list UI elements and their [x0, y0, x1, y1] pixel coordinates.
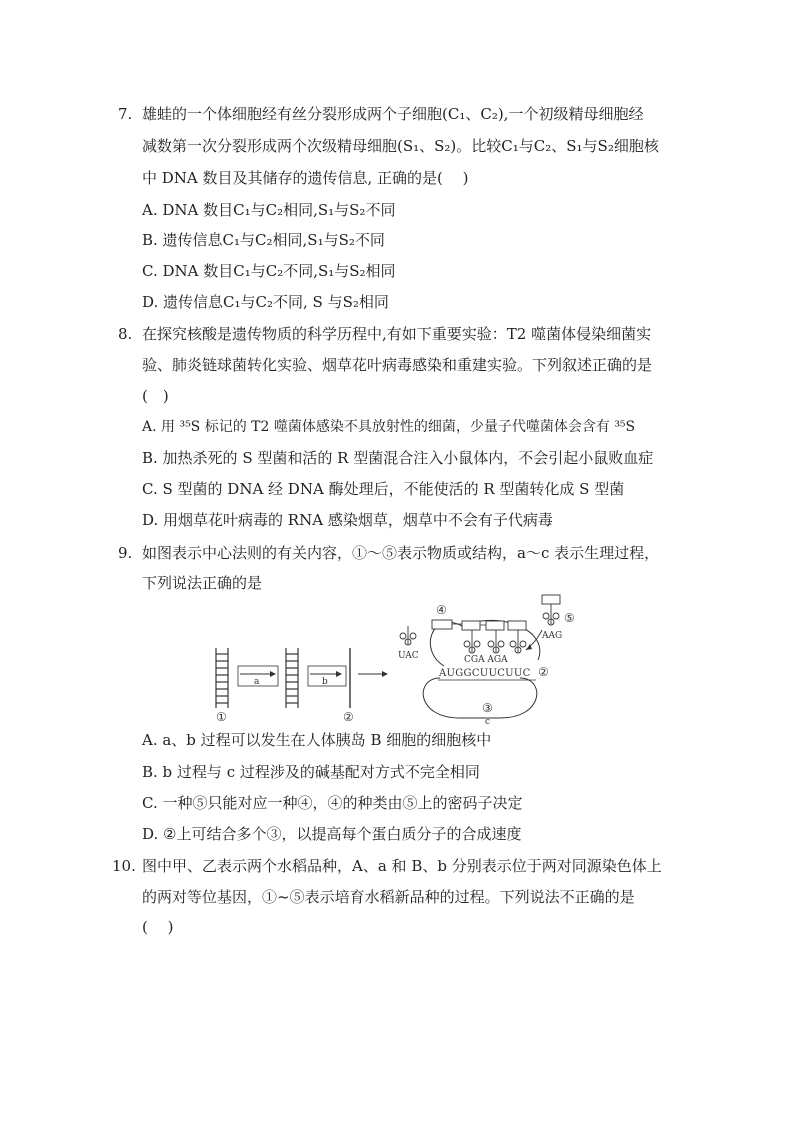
question-number: 8. — [118, 325, 133, 343]
option-b: B. 加热杀死的 S 型菌和活的 R 型菌混合注入小鼠体内，不会引起小鼠败血症 — [142, 449, 654, 467]
question-stem-line: 如图表示中心法则的有关内容，①～⑤表示物质或结构，a～c 表示生理过程， — [142, 544, 660, 562]
ribosome-small-subunit — [423, 678, 537, 718]
question-stem-line: 在探究核酸是遗传物质的科学历程中,有如下重要实验：T2 噬菌体侵染细菌实 — [142, 325, 652, 343]
option-a: A. a、b 过程可以发生在人体胰岛 B 细胞的细胞核中 — [142, 731, 492, 749]
question-number: 10. — [112, 857, 136, 875]
amino-acid-chain — [432, 620, 526, 630]
option-c: C. S 型菌的 DNA 经 DNA 酶处理后，不能使活的 R 型菌转化成 S 型菌 — [142, 480, 625, 498]
label-3: ③ — [482, 701, 493, 715]
question-stem-line: 图中甲、乙表示两个水稻品种，A、a 和 B、b 分别表示位于两对同源染色体上 — [142, 857, 662, 875]
option-d: D. ②上可结合多个③，以提高每个蛋白质分子的合成速度 — [142, 825, 522, 843]
dna-ladder-1 — [216, 648, 228, 708]
anticodons: CGA AGA — [464, 655, 508, 665]
question-stem-line: ( ) — [142, 387, 169, 405]
label-2-strand: ② — [343, 710, 354, 724]
label-1: ① — [216, 710, 227, 724]
question-stem-line: 的两对等位基因，①~⑤表示培育水稻新品种的过程。下列说法不正确的是 — [142, 888, 635, 906]
option-b: B. 遗传信息C₁与C₂相同,S₁与S₂不同 — [142, 231, 385, 249]
label-4: ④ — [436, 603, 447, 617]
option-c: C. DNA 数目C₁与C₂不同,S₁与S₂相同 — [142, 262, 396, 280]
question-stem-line: 减数第一次分裂形成两个次级精母细胞(S₁、S₂)。比较C₁与C₂、S₁与S₂细胞核 — [142, 137, 659, 155]
arrow-translation — [358, 671, 388, 677]
question-stem-line: 下列说法正确的是 — [142, 574, 263, 592]
trna-left — [400, 626, 416, 645]
question-stem-line: 验、肺炎链球菌转化实验、烟草花叶病毒感染和重建实验。下列叙述正确的是 — [142, 356, 653, 374]
mrna-sequence: AUGGCUUCUUC — [439, 668, 531, 679]
option-a: A. DNA 数目C₁与C₂相同,S₁与S₂不同 — [142, 201, 396, 219]
trna-right — [543, 604, 559, 625]
arrow-a-label: a — [254, 677, 260, 687]
trna-group — [464, 630, 526, 653]
trna-right-anticodon: AAG — [542, 631, 563, 641]
option-d: D. 用烟草花叶病毒的 RNA 感染烟草，烟草中不会有子代病毒 — [142, 511, 553, 529]
question-stem-line: ( ) — [142, 918, 174, 936]
option-d: D. 遗传信息C₁与C₂不同, S 与S₂相同 — [142, 293, 389, 311]
question-number: 9. — [118, 544, 133, 562]
option-b: B. b 过程与 c 过程涉及的碱基配对方式不完全相同 — [142, 763, 480, 781]
option-c: C. 一种⑤只能对应一种④，④的种类由⑤上的密码子决定 — [142, 794, 523, 812]
option-a: A. 用 ³⁵S 标记的 T2 噬菌体感染不具放射性的细菌，少量子代噬菌体会含有 ³⁵S — [142, 419, 636, 435]
label-5: ⑤ — [564, 611, 575, 625]
arrow-b-label: b — [322, 677, 328, 687]
label-c: c — [485, 717, 491, 725]
question-number: 7. — [118, 105, 133, 123]
central-dogma-diagram — [200, 590, 600, 725]
label-2-mrna: ② — [538, 665, 549, 679]
dna-ladder-2 — [286, 648, 298, 708]
question-stem-line: 雄蛙的一个体细胞经有丝分裂形成两个子细胞(C₁、C₂),一个初级精母细胞经 — [142, 105, 644, 123]
question-stem-line: 中 DNA 数目及其储存的遗传信息, 正确的是( ) — [142, 169, 469, 187]
trna-left-anticodon: UAC — [398, 651, 419, 661]
